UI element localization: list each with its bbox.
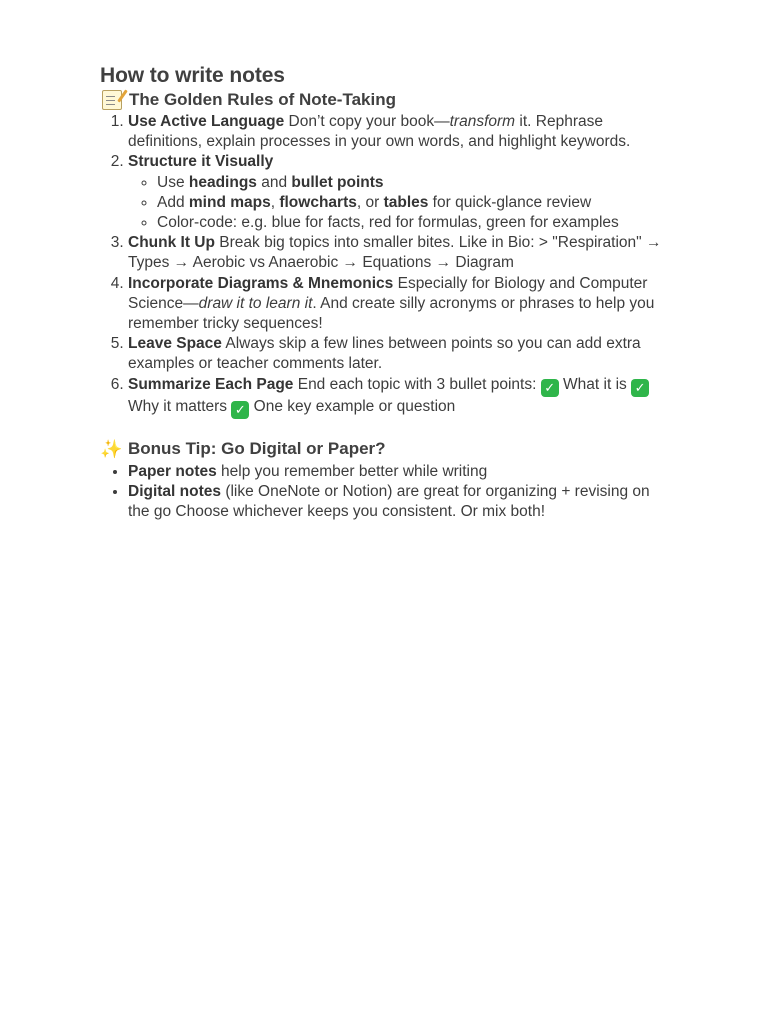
sub-list-item xyxy=(157,173,672,193)
text: Use xyxy=(157,173,189,191)
rule-emphasis: draw it to learn it xyxy=(198,294,313,312)
sparkles-icon: ✨ xyxy=(100,438,123,459)
bold-text: headings xyxy=(188,173,257,191)
spacer xyxy=(100,419,672,439)
text: Color-code: e.g. blue for facts, red for formulas, green for examples xyxy=(157,214,619,232)
rule-emphasis: transform xyxy=(449,113,516,130)
tip-title: Paper notes xyxy=(128,462,217,480)
memo-icon xyxy=(102,90,122,110)
text: , xyxy=(270,193,280,211)
rule-text: Break big topics into smaller bites. Like in Bio: > "Respiration" → Types → Aerobic vs Anaerobic → Equations → Diagram xyxy=(128,234,662,272)
section-heading-text: Bonus Tip: Go Digital or Paper? xyxy=(128,439,386,459)
sub-list-item xyxy=(157,213,672,233)
section-heading-bonus-tip xyxy=(100,439,672,460)
rule-title: Incorporate Diagrams & Mnemonics xyxy=(128,274,394,292)
rule-text: Especially for Biology and Computer Science— xyxy=(128,274,648,312)
tip-text: help you remember better while writing xyxy=(216,462,488,480)
list-item xyxy=(128,274,672,335)
rule-title: Structure it Visually xyxy=(128,153,274,171)
check-mark-icon: ✓ xyxy=(541,379,559,397)
section-heading-text: The Golden Rules of Note-Taking xyxy=(129,90,396,109)
sub-list xyxy=(128,173,672,234)
list-item xyxy=(128,112,672,152)
text: and xyxy=(256,173,292,191)
text: , or xyxy=(356,193,384,211)
rule-text: What it is xyxy=(558,375,632,393)
rule-text: . And create silly acronyms or phrases to help you remember tricky sequences! xyxy=(128,294,655,333)
list-item xyxy=(128,375,672,419)
bold-text: mind maps xyxy=(188,193,271,211)
rule-title: Summarize Each Page xyxy=(128,375,294,393)
tip-text: (like OneNote or Notion) are great for organizing + revising on the go Choose whichever keeps you consistent. Or mix both! xyxy=(128,482,650,521)
check-mark-icon: ✓ xyxy=(231,401,249,419)
bold-text: bullet points xyxy=(291,173,384,191)
rule-text: it. Rephrase definitions, explain processes in your own words, and highlight keywords. xyxy=(128,113,631,151)
rule-title: Leave Space xyxy=(128,335,222,353)
rule-text: Always skip a few lines between points so you can add extra examples or teacher comments later. xyxy=(128,335,641,373)
rule-title: Chunk It Up xyxy=(128,234,215,252)
bonus-tip-list xyxy=(100,462,672,523)
rule-text: End each topic with 3 bullet points: xyxy=(293,375,541,393)
bold-text: tables xyxy=(383,193,429,211)
tip-title: Digital notes xyxy=(128,482,222,500)
text: Add xyxy=(157,193,189,211)
check-mark-icon: ✓ xyxy=(631,379,649,397)
golden-rules-list xyxy=(100,112,672,419)
list-item xyxy=(128,334,672,374)
list-item xyxy=(128,462,672,482)
bold-text: flowcharts xyxy=(279,193,357,211)
page-title: How to write notes xyxy=(100,64,285,87)
rule-text: One key example or question xyxy=(249,397,456,415)
rule-text: Don’t copy your book— xyxy=(284,113,450,130)
text: for quick-glance review xyxy=(428,193,592,211)
sub-list-item xyxy=(157,193,672,213)
rule-title: Use Active Language xyxy=(128,113,285,130)
list-item xyxy=(128,482,672,522)
section-heading-golden-rules xyxy=(100,90,672,110)
rule-text: Why it matters xyxy=(128,397,232,415)
list-item xyxy=(128,233,672,273)
list-item xyxy=(128,152,672,233)
